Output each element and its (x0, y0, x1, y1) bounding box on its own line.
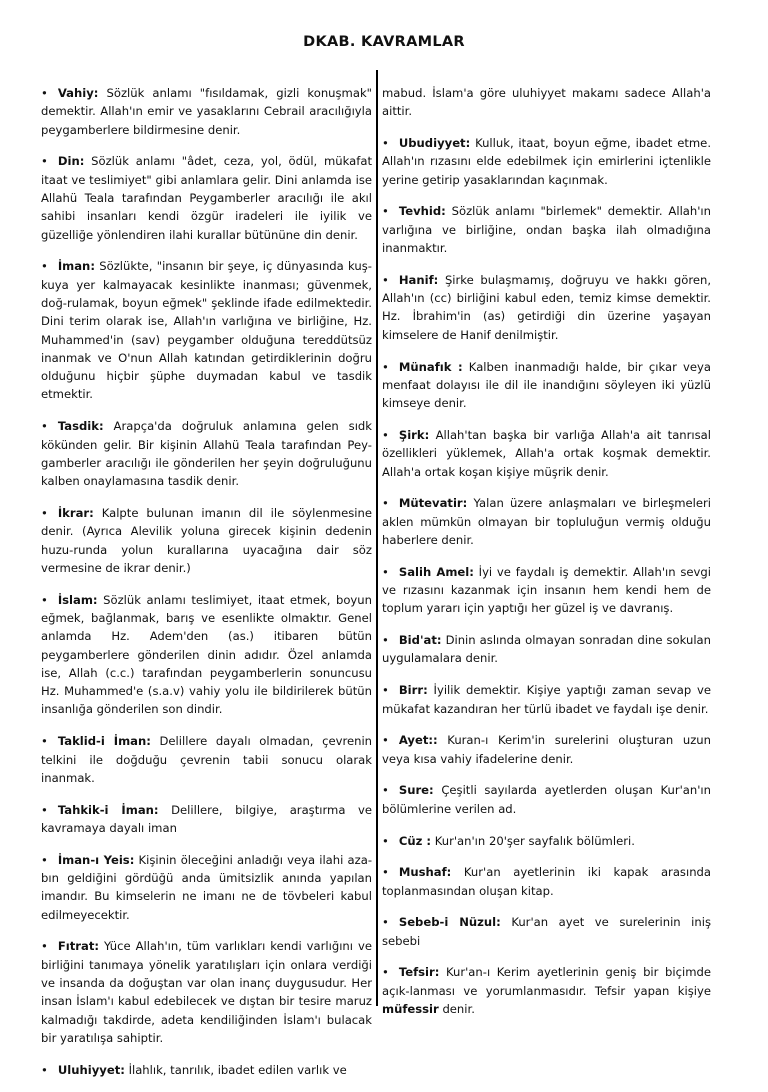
glossary-entry (382, 494, 711, 549)
entry-term: Vahiy: (57, 86, 99, 100)
glossary-entry (382, 563, 711, 618)
entry-definition: Sözlük anlamı "fısıldamak, gizli konuşmak" demektir. Allah'ın emir ve yasaklarını Cebrail aracılığıyla peygamberlere bildirmesine denir. (41, 86, 372, 137)
glossary-entry (382, 963, 711, 1018)
entry-definition: Kur'an ayet ve surelerinin iniş sebebi (382, 915, 711, 948)
entry-definition: Yüce Allah'ın, tüm varlıkları kendi varlığını ve birliğini tanımaya yönelik yaratılışları için onlara verdiği ve insanda da doğuştan var olan inanç duygusudur. Her insan İslam'ı kabul edebilecek ve dıştan bir tesire maruz kalmadığı takdirde, adeta kendiliğinden İslam'ı bulacak bir yaratılışa sahiptir. (41, 939, 372, 1045)
column-divider (376, 70, 378, 1006)
glossary-entry (382, 426, 711, 481)
entry-term: İman-ı Yeis: (57, 852, 135, 867)
bullet-point: • (41, 802, 48, 817)
entry-definition: İlahlık, tanrılık, ibadet edilen varlık ve (128, 1062, 347, 1077)
entry-definition: Şirke bulaşmamış, doğruyu ve hakkı gören, Allah'ın (cc) birliğini kabul eden, temiz kimse demektir. Hz. İbrahim'in (as) getirdiği din üzerine yaşayan kimselere de Hanif denilmiştir. (382, 272, 712, 342)
entry-term: Sure: (398, 783, 434, 798)
entry-definition: Kur'an ayetlerinin iki kapak arasında toplanmasından oluşan kitap. (382, 865, 712, 898)
entry-definition: Kulluk, itaat, boyun eğme, ibadet etme. Allah'ın rızasını elde edebilmek için emirlerini içtenlikle yerine getirip yasaklarından kaçınmak. (382, 136, 711, 187)
entry-definition: Kişinin öleceğini anladığı veya ilahi aza-bın geldiğini gördüğü anda ümitsizlik anında yapılan imandır. Bu kimselerin ne imanı ne de tövbeleri kabul edilmeyecektir. (41, 852, 373, 922)
bullet-point: • (41, 734, 48, 749)
entry-definition: Kalben inanmadığı halde, bir çıkar veya menfaat dolayısı ile dil ile inandığını söyleyen iki yüzlü kimseye denir. (382, 359, 711, 411)
glossary-entry (41, 851, 372, 924)
bullet-point: • (41, 419, 48, 434)
right-column (382, 84, 711, 1032)
glossary-entry (382, 631, 711, 668)
entry-definition: Sözlük anlamı "birlemek" demektir. Allah'ın varlığına ve birliğine, ondan başka ilah olmadığına inanmaktır. (382, 204, 711, 256)
bullet-point: • (382, 359, 389, 374)
entry-definition: İyi ve faydalı iş demektir. Allah'ın sevgi ve rızasını kazanmak için insanın hem kendi hem de toplum yararı için yaptığı her güzel iş ve davranış. (382, 564, 711, 616)
entry-term: Fıtrat: (57, 939, 99, 954)
bullet-point: • (382, 136, 389, 151)
entry-term: Mütevatir: (398, 496, 468, 511)
entry-emphasis: müfessir (382, 1002, 439, 1017)
entry-term: Tefsir: (398, 965, 440, 980)
entry-term: Ayet:: (398, 733, 438, 748)
bullet-point: • (41, 86, 48, 100)
bullet-point: • (41, 852, 48, 867)
glossary-entry (382, 731, 711, 768)
entry-term: Sebeb-i Nüzul: (398, 915, 501, 930)
glossary-entry (41, 732, 372, 787)
bullet-point: • (382, 683, 389, 698)
glossary-entry (41, 417, 372, 490)
glossary-entry (41, 504, 372, 577)
page-title: DKAB. KAVRAMLAR (303, 34, 465, 50)
bullet-point: • (382, 783, 389, 798)
entry-definition: Kuran-ı Kerim'in surelerini oluşturan uzun veya kısa vahiy ifadelerine denir. (382, 733, 711, 766)
entry-definition: Sözlük anlamı teslimiyet, itaat etmek, boyun eğmek, bağlanmak, barış ve esenlikte olmaktır. Genel anlamda Hz. Adem'den (as.) itibaren bütün peygamberlere gönderilen dinin adıdır. Özel anlamda ise, Allah (c.c.) tarafından peygamberlerin sonuncusu Hz. Muhammed'e (s.a.v) vahiy yolu ile bildirilerek bütün insanlığa gönderilen son dindir. (41, 592, 372, 717)
bullet-point: • (382, 564, 389, 579)
bullet-point: • (41, 592, 48, 607)
bullet-point: • (382, 865, 389, 880)
glossary-entry (41, 84, 372, 139)
glossary-entry (382, 832, 711, 850)
bullet-point: • (382, 833, 389, 848)
bullet-point: • (41, 505, 48, 520)
entry-term: Hanif: (398, 272, 439, 287)
entry-term: Birr: (398, 683, 428, 698)
glossary-entry (41, 801, 372, 838)
glossary-entry (382, 781, 711, 818)
entry-definition: Delillere dayalı olmadan, çevrenin telkini ile doğduğu çevrenin tabii sonucu olarak inanmak. (41, 734, 373, 785)
bullet-point: • (41, 259, 48, 274)
bullet-point: • (382, 733, 389, 748)
glossary-entry (382, 681, 711, 718)
entry-term: Tevhid: (398, 204, 446, 219)
glossary-entry (41, 152, 372, 243)
glossary-entry (382, 358, 711, 413)
entry-term: Din: (57, 154, 85, 169)
entry-definition: Kalpte bulunan imanın dil ile söylenmesine denir. (Ayrıca Alevilik yoluna girecek kişinin dedenin huzu-runda yolun kurallarına uyacağına dair söz vermesine de ikrar denir.) (41, 505, 372, 575)
bullet-point: • (382, 633, 389, 648)
bullet-point: • (41, 939, 48, 954)
entry-term: Salih Amel: (398, 564, 474, 579)
glossary-entry (382, 271, 711, 344)
bullet-point: • (41, 154, 48, 169)
entry-term: Şirk: (398, 427, 430, 442)
entry-definition: Kur'an'ın 20'şer sayfalık bölümleri. (434, 833, 635, 848)
entry-definition: Sözlük anlamı "âdet, ceza, yol, ödül, mükafat itaat ve teslimiyet" gibi anlamlara gelir. Dini anlamda ise Allahü Teala tarafından Peygamberler aracılığı ile akıl sahibi insanları kendi özgür iradeleri ile iyilik ve güzelliğe yönlendiren ilahi kurallar bütününe din denir. (41, 154, 372, 242)
entry-definition: İyilik demektir. Kişiye yaptığı zaman sevap ve mükafat kazandıran her türlü ibadet ve faydalı işe denir. (382, 683, 711, 716)
glossary-entry (382, 863, 711, 900)
bullet-point: • (382, 496, 389, 511)
entry-term: Mushaf: (398, 865, 452, 880)
entry-tail: denir. (442, 1002, 475, 1017)
glossary-entry (382, 913, 711, 950)
bullet-point: • (382, 915, 389, 930)
entry-definition: Delillere, bilgiye, araştırma ve kavramaya dayalı iman (41, 802, 372, 835)
glossary-entry (382, 134, 711, 189)
glossary-entry (41, 1061, 372, 1079)
entry-term: Ubudiyyet: (398, 136, 471, 151)
bullet-point: • (41, 1062, 48, 1077)
entry-term: Münafık : (398, 359, 463, 374)
entry-term: Tasdik: (57, 419, 104, 434)
glossary-entry (382, 202, 711, 257)
glossary-entry (41, 591, 372, 719)
entry-definition: Yalan üzere anlaşmaları ve birleşmeleri aklen mümkün olmayan bir topluluğun vermiş olduğu haberlere denir. (382, 496, 712, 547)
entry-definition: Allah'tan başka bir varlığa Allah'a ait tanrısal özellikleri yüklemek, Allah'a ortak koşmak demektir. Allah'a ortak koşan kişiye müşrik denir. (382, 427, 712, 479)
entry-definition: Dinin aslında olmayan sonradan dine sokulan uygulamalara denir. (382, 633, 712, 666)
entry-definition: Kur'an-ı Kerim ayetlerinin geniş bir biçimde açık-lanması ve yorumlanmasıdır. Tefsir yapan kişiye (382, 965, 711, 998)
glossary-entry (41, 937, 372, 1047)
bullet-point: • (382, 204, 389, 219)
bullet-point: • (382, 272, 389, 287)
entry-term: Uluhiyyet: (57, 1062, 125, 1077)
entry-term: İkrar: (57, 505, 94, 520)
glossary-entry (41, 257, 372, 403)
entry-term: Cüz : (398, 833, 432, 848)
entry-term: Bid'at: (398, 633, 442, 648)
entry-definition: Arapça'da doğruluk anlamına gelen sıdk kökünden gelir. Bir kişinin Allahü Teala tarafından Pey-gamberler aracılığı ile gönderilen her şeyin doğruluğunu kalben onaylamasına tasdik denir. (41, 419, 372, 489)
entry-definition: Çeşitli sayılarda ayetlerden oluşan Kur'an'ın bölümlerine verilen ad. (382, 783, 712, 816)
bullet-point: • (382, 965, 389, 980)
entry-term: Taklid-i İman: (57, 734, 151, 749)
entry-term: İman: (57, 259, 95, 274)
entry-term: İslam: (57, 592, 98, 607)
bullet-point: • (382, 427, 389, 442)
continuation-text: mabud. İslam'a göre uluhiyyet makamı sadece Allah'a aittir. (382, 86, 711, 119)
entry-definition: Sözlükte, "insanın bir şeye, iç dünyasında kuş-kuya yer kalmayacak kesinlikte inanması; güvenmek, doğ-rulamak, boyun eğmek" şeklinde ifade edilmektedir. Dini terim olarak ise, Allah'ın varlığına ve birliğine, Hz. Muhammed'in (sav) peygamber olduğuna tereddütsüz inanmak ve O'nun Allah katından getirdiklerinin doğru olduğunu hiçbir şüphe duymadan kabul ve tasdik etmektir. (41, 259, 372, 402)
left-column (41, 84, 372, 1092)
entry-term: Tahkik-i İman: (57, 802, 159, 817)
